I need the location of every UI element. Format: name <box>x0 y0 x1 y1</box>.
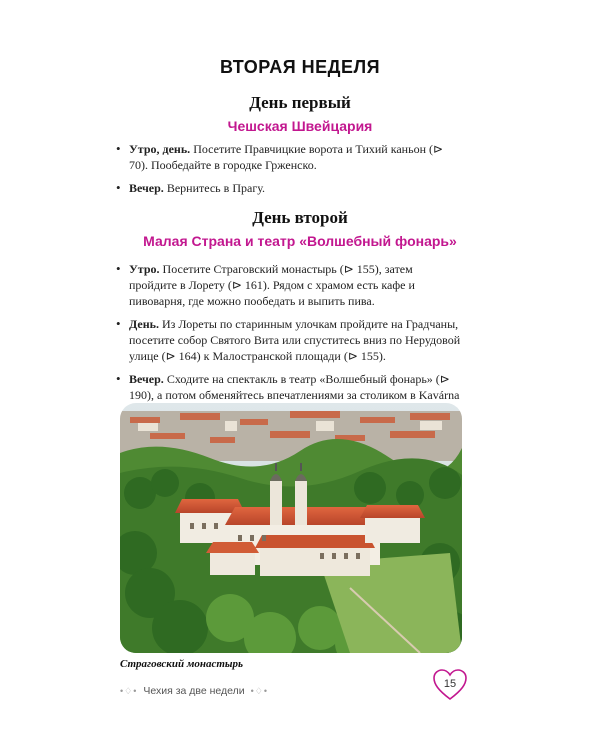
item-text: Из Лореты по старинным улочкам пройдите на Градчаны, посетите собор Святого Вита или спуститесь вниз по Нерудовой улице (⊳ 164) к Малостранской площади (⊳ 155). <box>129 317 461 363</box>
day-two-title: День второй <box>252 208 348 227</box>
photo-caption: Страговский монастырь <box>120 658 244 670</box>
item-text: Посетите Правчицкие ворота и Тихий каньон (⊳ 70). Пообедайте в городке Грженско. <box>129 142 444 172</box>
day-one-title: День первый <box>249 93 351 112</box>
monastery-illustration <box>120 403 462 653</box>
ornament-left: •♢• <box>120 685 138 696</box>
item-label: День. <box>129 317 159 331</box>
item-text: Вернитесь в Прагу. <box>163 181 266 195</box>
list-item <box>115 141 463 173</box>
day-one-subtitle: Чешская Швейцария <box>227 118 373 134</box>
item-label: Вечер. <box>129 372 164 386</box>
item-text: Посетите Страговский монастырь (⊳ 155), затем пройдите в Лорету (⊳ 161). Рядом с храмом есть кафе и пивоварня, где можно пообедать и выпить пива. <box>129 262 415 308</box>
list-item <box>115 180 463 196</box>
item-label: Вечер. <box>129 181 164 195</box>
page-footer <box>120 685 268 697</box>
page-title: ВТОРАЯ НЕДЕЛЯ <box>219 57 381 77</box>
list-item <box>115 316 463 364</box>
item-label: Утро. <box>129 262 160 276</box>
item-label: Утро, день. <box>129 142 191 156</box>
ornament-right: •♢• <box>250 685 269 696</box>
item-text: Сходите на спектакль в театр «Волшебный фонарь» (⊳ 190), а потом обменяйтесь впечатлениями за столиком в Kavárna <box>129 372 460 402</box>
day-two-subtitle: Малая Страна и театр «Волшебный фонарь» <box>143 233 457 249</box>
day-one-list <box>115 141 463 203</box>
list-item <box>115 261 463 309</box>
running-title: Чехия за две недели <box>143 685 245 697</box>
day-two-list <box>115 261 463 426</box>
monastery-photo <box>120 403 462 653</box>
page-number: 15 <box>443 678 457 690</box>
